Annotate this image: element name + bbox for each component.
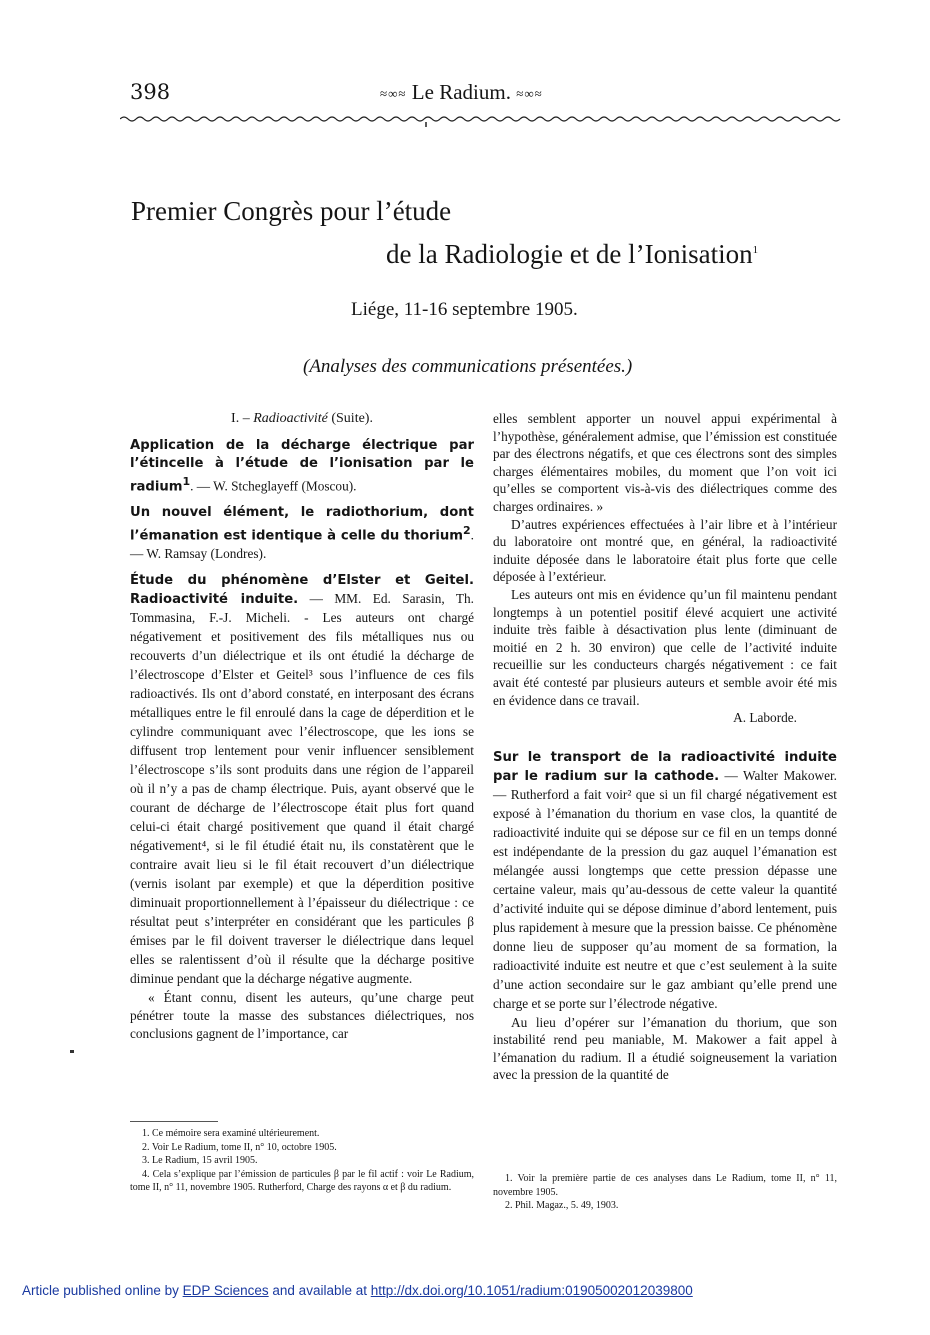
subtitle: (Analyses des communications présentées.) bbox=[303, 356, 633, 377]
footnotes-right bbox=[493, 1172, 837, 1213]
footnote: 2. Phil. Magaz., 5. 49, 1903. bbox=[505, 1200, 619, 1211]
ornamental-rule bbox=[120, 113, 842, 129]
left-column bbox=[130, 410, 474, 1042]
footnotes-left bbox=[130, 1127, 474, 1195]
section-heading: I. – Radioactivité (Suite). bbox=[231, 411, 373, 426]
publication-footer: Article published online by EDP Sciences and available at http://dx.doi.org/10.1051/radium:01905002012039800 bbox=[22, 1283, 693, 1298]
article-4-paragraph-2: Au lieu d’opérer sur l’émanation du thorium, que son instabilité rend peu maniable, M. Makower a fait appel à l’émanation du radium. Il a étudié soigneusement la variation avec la pression de la quantité de bbox=[493, 1014, 837, 1083]
page-number: 398 bbox=[130, 80, 171, 104]
article-3: Étude du phénomène d’Elster et Geitel. Radioactivité induite. — MM. Ed. Sarasin, Th. Tommasina, F.-J. Micheli. - Les auteurs ont chargé négativement et positivement des fils métalliques nus ou recouverts d’un diélectrique et ils ont étudié la décharge de l’électroscope d’Elster et Geitel³ sous l’influence de ces fils radioactivés. Ils ont d’abord constaté, en interposant des écrans métalliques entre le fil enroulé dans la cage de déperdition et le cylindre communiquant avec l’électroscope, que les ions se diffusent trop lentement pour venir influencer sensiblement l’électroscope s’ils sont produits dans une région de l’appareil où il n’y a pas de champ électrique. Puis, ayant observé que le courant de décharge de l’électroscope était plus fort quand celui-ci était chargé positivement que quand il était chargé négativement⁴, si le fil étudié était nu, ils constatèrent que le contraire avait lieu si le fil était recouvert d’un diélectrique (vernis isolant par exemple) et que la déperdition positive diminuait proportionnellement à l’épaisseur du diélectrique : ce résultat peut s’interpréter en considérant que les particules β émises par le fil doivent traverser le diélectrique dans lequel elles se ralentissent d’où il résulte que la décharge positive diminue pendant que la décharge négative augmente. bbox=[130, 573, 474, 987]
right-paragraph-3: Les auteurs ont mis en évidence qu’un fil maintenu pendant longtemps à un potentiel positif élevé acquiert une activité induite très faible à désactivation plus lente (diminuant de moitié en 2 h. 30 environ) que celle de l’activité induite recueillie sur les conducteurs chargés négativement : ce fait avait été contesté par plusieurs auteurs et semble avoir été mis en évidence dans ce travail. A. Laborde. bbox=[493, 586, 837, 726]
article-title-line-2: de la Radiologie et de l’Ionisation$^1$ bbox=[386, 239, 759, 269]
signature: A. Laborde. bbox=[733, 710, 797, 726]
footnote: 3. Le Radium, 15 avril 1905. bbox=[142, 1155, 258, 1166]
place-date: Liége, 11-16 septembre 1905. bbox=[351, 299, 578, 320]
running-title: Le Radium. bbox=[411, 80, 511, 104]
doi-link[interactable]: http://dx.doi.org/10.1051/radium:01905002012039800 bbox=[370, 1283, 693, 1298]
right-column bbox=[493, 410, 837, 1084]
article-4: Sur le transport de la radioactivité induite par le radium sur la cathode. — Walter Makower. — Rutherford a fait voir² que si un fil chargé négativement est exposé à l’émanation du thorium en vase clos, la quantité de radioactivité induite qui se dépose sur ce fil en un temps donné est indépendante de la pression du gaz auquel l’émanation est mélangée aussi longtemps que cette pression dépasse une certaine valeur, mais qu’au-dessous de cette valeur la quantité d’activité induite qui se dépose diminue d’abord lentement, puis plus rapidement à mesure que la pression baisse. Ce phénomène donne lieu de supposer qu’au moment de sa formation, la radioactivité induite est neutre et que c’est seulement à la suite d’une action secondaire sur le gaz ambiant qu’elle prend une charge et se porte sur l’électrode négative. bbox=[493, 749, 838, 1011]
ornament-right: ≈∞≈ bbox=[516, 86, 543, 102]
footnote: 1. Voir la première partie de ces analyses dans Le Radium, tome II, n° 11, novembre 1905. bbox=[493, 1173, 837, 1198]
footnote: 2. Voir Le Radium, tome II, n° 10, octobre 1905. bbox=[142, 1141, 337, 1153]
ornament-left: ≈∞≈ bbox=[380, 86, 407, 102]
article-3-paragraph-2: « Étant connu, disent les auteurs, qu’une charge peut pénétrer toute la masse des substances diélectriques, nos conclusions gagnent de l’importance, car bbox=[130, 990, 474, 1041]
right-paragraph-1: elles semblent apporter un nouvel appui expérimental à l’hypothèse, généralement admise, que l’émission est constituée par des électrons négatifs, et que ces électrons sont des simples charges élémentaires mobiles, du moment que l’on voit ici qu’elles se comportent vis-à-vis des diélectriques comme des charges ordinaires. » bbox=[493, 411, 837, 514]
footnote: 1. Ce mémoire sera examiné ultérieurement. bbox=[142, 1128, 320, 1139]
title-note-mark: 1 bbox=[752, 244, 759, 256]
running-title-line bbox=[380, 80, 543, 105]
right-paragraph-2: D’autres expériences effectuées à l’air libre et à l’intérieur du laboratoire ont montré que, en général, la radioactivité induite déposée dans le laboratoire était plus forte que celle déposée à l’extérieur. bbox=[493, 516, 837, 585]
article-2: Un nouvel élément, le radiothorium, dont l’émanation est identique à celle du thorium$^2$. — W. Ramsay (Londres). bbox=[130, 504, 474, 562]
article-1: Application de la décharge électrique par l’étincelle à l’étude de l’ionisation par le radium$^1$. — W. Stcheglayeff (Moscou). bbox=[130, 437, 474, 494]
footnote-rule bbox=[130, 1121, 218, 1122]
footnote: 4. Cela s’explique par l’émission de particules β par le fil actif : voir Le Radium, tome II, n° 11, novembre 1905. Rutherford, Charge des rayons α et β du radium. bbox=[130, 1168, 474, 1193]
margin-mark bbox=[70, 1050, 74, 1053]
publisher-link[interactable]: EDP Sciences bbox=[182, 1283, 269, 1298]
article-title-line-1: Premier Congrès pour l’étude bbox=[131, 196, 452, 226]
